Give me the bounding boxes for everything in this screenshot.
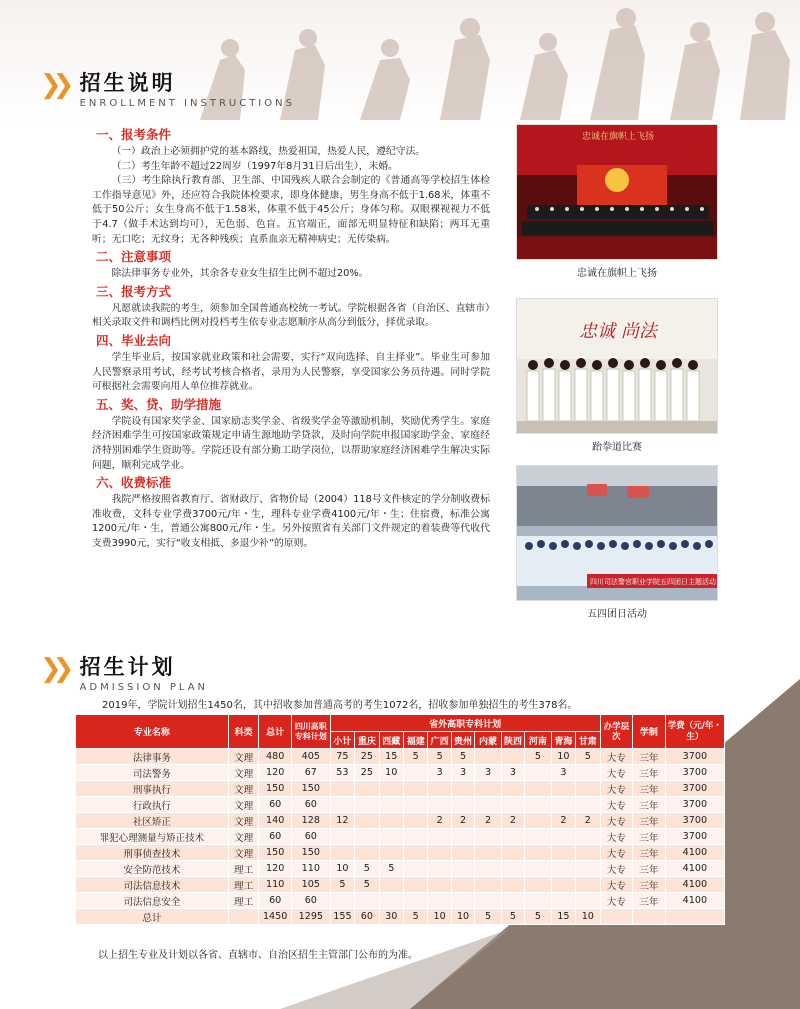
instruction-paragraph: 凡愿就读我院的考生，须参加全国普通高校统一考试。学院根据各省（自治区、直辖市）相关录取文件和调档比例对投档考生依专业志愿顺序从高分到低分，择优录取。: [92, 302, 490, 329]
cell-province: [551, 877, 575, 893]
cell-province: [501, 861, 524, 877]
cell-major: 司法信息技术: [76, 877, 229, 893]
cell-province: [475, 861, 501, 877]
cell-years: 三年: [633, 813, 666, 829]
table-row: [76, 829, 725, 845]
cell-level: 大专: [600, 749, 633, 765]
cell-province: 10: [576, 909, 600, 925]
cell-province: 15: [379, 749, 403, 765]
photo-caption: 忠诚在旗帜上飞扬: [577, 268, 657, 279]
cell-subject: 理工: [228, 877, 259, 893]
cell-level: 大专: [600, 781, 633, 797]
plan-footnote: 以上招生专业及计划以各省、直辖市、自治区招生主管部门公布的为准。: [98, 950, 418, 961]
cell-province: 10: [330, 861, 354, 877]
cell-province: 2: [475, 813, 501, 829]
cell-fee: 4100: [665, 861, 724, 877]
header-level: 办学层次: [600, 715, 633, 749]
cell-province: [525, 861, 551, 877]
cell-province: [355, 781, 379, 797]
instruction-paragraph: （二）考生年龄不超过22周岁（1997年8月31日后出生），未婚。: [111, 160, 398, 172]
table-row: [76, 797, 725, 813]
cell-years: 三年: [633, 845, 666, 861]
cell-province: [501, 781, 524, 797]
photo-sign-text: 忠诚 尚法: [579, 321, 657, 342]
header-major: 专业名称: [76, 715, 229, 749]
cell-years: 三年: [633, 749, 666, 765]
cell-subject: 文理: [228, 781, 259, 797]
cell-major: 法律事务: [76, 749, 229, 765]
section-title: 招生说明: [79, 71, 176, 95]
cell-province: [576, 893, 600, 909]
cell-province: [551, 893, 575, 909]
header-province: 广西: [428, 732, 451, 749]
cell-province: 3: [428, 765, 451, 781]
cell-province: [501, 749, 524, 765]
header-province: 重庆: [355, 732, 379, 749]
cell-province: [451, 845, 474, 861]
instruction-heading: 二、注意事项: [96, 249, 172, 265]
cell-total: 60: [259, 797, 292, 813]
cell-major: 行政执行: [76, 797, 229, 813]
cell-province: [330, 893, 354, 909]
cell-province: 60: [355, 909, 379, 925]
cell-province: [451, 829, 474, 845]
cell-province: [576, 765, 600, 781]
cell-subject: 文理: [228, 797, 259, 813]
cell-province: [525, 797, 551, 813]
table-total-row: [76, 909, 725, 925]
cell-province: 3: [501, 765, 524, 781]
cell-total: 60: [259, 893, 292, 909]
header-province: 河南: [525, 732, 551, 749]
cell-province: 5: [428, 749, 451, 765]
cell-province: 10: [379, 765, 403, 781]
cell-province: [475, 781, 501, 797]
cell-years: 三年: [633, 861, 666, 877]
cell-subject: 文理: [228, 829, 259, 845]
cell-province: [576, 877, 600, 893]
cell-fee: 3700: [665, 797, 724, 813]
cell-province: 5: [576, 749, 600, 765]
cell-province: 30: [379, 909, 403, 925]
cell-province: [403, 813, 427, 829]
cell-sichuan: 60: [291, 797, 330, 813]
cell-province: [501, 797, 524, 813]
cell-province: 2: [451, 813, 474, 829]
cell-major: 司法信息安全: [76, 893, 229, 909]
cell-level: 大专: [600, 765, 633, 781]
cell-province: [576, 797, 600, 813]
cell-province: [428, 829, 451, 845]
cell-province: 2: [428, 813, 451, 829]
cell-province: [576, 781, 600, 797]
cell-major: 刑事执行: [76, 781, 229, 797]
cell-province: 53: [330, 765, 354, 781]
cell-province: 3: [551, 765, 575, 781]
cell-province: 5: [403, 749, 427, 765]
cell-province: [451, 781, 474, 797]
cell-fee: 3700: [665, 749, 724, 765]
cell-province: 25: [355, 765, 379, 781]
cell-province: [525, 781, 551, 797]
cell-province: 15: [551, 909, 575, 925]
section-subtitle: ADMISSION PLAN: [79, 682, 209, 693]
cell-total: 150: [259, 781, 292, 797]
cell-years: 三年: [633, 877, 666, 893]
cell-province: 3: [451, 765, 474, 781]
cell-fee: [665, 909, 724, 925]
cell-province: [403, 861, 427, 877]
cell-province: [525, 829, 551, 845]
instruction-heading: 三、报考方式: [96, 283, 172, 299]
photo-sign-text: 忠诚在旗帜上飞扬: [581, 132, 655, 142]
cell-province: [501, 877, 524, 893]
cell-province: 2: [501, 813, 524, 829]
cell-province: [475, 797, 501, 813]
cell-fee: 3700: [665, 829, 724, 845]
cell-sichuan: 405: [291, 749, 330, 765]
cell-province: 2: [576, 813, 600, 829]
cell-years: 三年: [633, 893, 666, 909]
cell-major: 罪犯心理测量与矫正技术: [76, 829, 229, 845]
cell-province: [330, 829, 354, 845]
cell-province: 5: [525, 749, 551, 765]
cell-total: 60: [259, 829, 292, 845]
photo-taekwondo: [516, 298, 718, 434]
cell-province: 5: [379, 861, 403, 877]
cell-sichuan: 60: [291, 893, 330, 909]
cell-province: [403, 845, 427, 861]
photo-caption: 五四团日活动: [587, 609, 647, 620]
cell-level: 大专: [600, 877, 633, 893]
cell-province: 5: [475, 909, 501, 925]
header-years: 学制: [633, 715, 666, 749]
cell-province: [475, 829, 501, 845]
header-outer-plan: 省外高职专科计划: [330, 715, 600, 732]
table-row: [76, 765, 725, 781]
cell-province: [403, 765, 427, 781]
cell-fee: 4100: [665, 877, 724, 893]
admission-plan-table: [75, 714, 725, 925]
header-province: 内蒙: [475, 732, 501, 749]
cell-sichuan: 110: [291, 861, 330, 877]
cell-province: [403, 877, 427, 893]
header-province: 甘肃: [576, 732, 600, 749]
photo-flag-ceremony: [516, 124, 718, 260]
instruction-paragraph: 除法律事务专业外，其余各专业女生招生比例不超过20%。: [111, 268, 369, 280]
cell-level: 大专: [600, 893, 633, 909]
cell-total: 480: [259, 749, 292, 765]
table-row: [76, 877, 725, 893]
cell-years: 三年: [633, 829, 666, 845]
cell-province: [451, 877, 474, 893]
cell-province: 10: [451, 909, 474, 925]
cell-province: [330, 797, 354, 813]
cell-province: [330, 781, 354, 797]
cell-years: 三年: [633, 781, 666, 797]
cell-province: [525, 813, 551, 829]
cell-province: [403, 797, 427, 813]
cell-major: 总计: [76, 909, 229, 925]
cell-province: [475, 845, 501, 861]
double-chevron-icon: ❯❯: [40, 70, 66, 100]
cell-province: [428, 877, 451, 893]
cell-province: [379, 893, 403, 909]
instruction-heading: 六、收费标准: [96, 475, 172, 491]
cell-level: 大专: [600, 797, 633, 813]
section-title: 招生计划: [79, 655, 176, 679]
cell-province: [379, 877, 403, 893]
cell-fee: 3700: [665, 765, 724, 781]
cell-province: [475, 877, 501, 893]
cell-province: [355, 829, 379, 845]
instruction-paragraph: 学院设有国家奖学金、国家励志奖学金、省级奖学金等激励机制，奖励优秀学生。家庭经济困难学生可按国家政策规定申请生源地助学贷款，及时向学院申报国家助学金、家庭经济特别困难学生资助等。学院还设有部分勤工助学岗位，以帮助家庭经济困难学生解决实际问题，顺利完成学业。: [92, 415, 490, 471]
cell-sichuan: 128: [291, 813, 330, 829]
table-row: [76, 845, 725, 861]
cell-province: 10: [551, 749, 575, 765]
cell-province: [451, 797, 474, 813]
table-row: [76, 813, 725, 829]
cell-level: 大专: [600, 829, 633, 845]
cell-province: [403, 829, 427, 845]
cell-province: [576, 829, 600, 845]
cell-province: 5: [355, 877, 379, 893]
cell-province: [501, 829, 524, 845]
cell-sichuan: 67: [291, 765, 330, 781]
cell-sichuan: 105: [291, 877, 330, 893]
cell-province: [379, 829, 403, 845]
cell-province: [355, 813, 379, 829]
cell-province: [551, 861, 575, 877]
instruction-paragraph: （三）考生除执行教育部、卫生部、中国残疾人联合会制定的《普通高等学校招生体检工作指导意见》外，还应符合我院体检要求，即身体健康，男生身高不低于1.68米，体重不低于50公斤；女生身高不低于1.58米，体重不低于45公斤；身体匀称。双眼裸视视力不低于4.7（做手术达到均可），无色弱、色盲。五官端正，面部无明显特征和缺陷；两耳无重听；无口吃；无纹身；无各种残疾；直系血亲无精神病史；无传染病。: [92, 175, 490, 245]
cell-province: [428, 797, 451, 813]
cell-total: 120: [259, 861, 292, 877]
header-province: 贵州: [451, 732, 474, 749]
cell-province: [525, 877, 551, 893]
cell-province: [576, 845, 600, 861]
cell-fee: 3700: [665, 813, 724, 829]
instruction-paragraph: （一）政治上必须拥护党的基本路线，热爱祖国，热爱人民，遵纪守法。: [111, 146, 426, 157]
cell-province: [475, 749, 501, 765]
cell-province: [379, 781, 403, 797]
cell-province: [551, 797, 575, 813]
instruction-paragraph: 我院严格按照省教育厅、省财政厅、省物价局（2004）118号文件核定的学分制收费标准收费，文科专业学费3700元/年・生，理科专业学费4100元/年・生；住宿费，标准公寓1200元/年・生，普通公寓800元/年・生。另外按照省有关部门文件规定的着装费等代收代支费3990元，实行“收支相抵、多退少补”的原则。: [92, 494, 490, 549]
cell-level: 大专: [600, 845, 633, 861]
cell-province: 5: [501, 909, 524, 925]
cell-province: [501, 845, 524, 861]
instruction-heading: 五、奖、贷、助学措施: [96, 396, 222, 412]
cell-province: 5: [451, 749, 474, 765]
cell-province: [379, 845, 403, 861]
cell-total: 110: [259, 877, 292, 893]
cell-province: [475, 893, 501, 909]
section-header-admission: [40, 654, 208, 693]
cell-province: [355, 797, 379, 813]
cell-fee: 4100: [665, 845, 724, 861]
cell-sichuan: 150: [291, 845, 330, 861]
cell-subject: 文理: [228, 765, 259, 781]
cell-province: 5: [403, 909, 427, 925]
cell-total: 150: [259, 845, 292, 861]
cell-subject: 理工: [228, 893, 259, 909]
table-row: [76, 893, 725, 909]
header-province: 小计: [330, 732, 354, 749]
header-sichuan-plan: 四川高职专科计划: [291, 715, 330, 749]
cell-province: [428, 893, 451, 909]
cell-province: 25: [355, 749, 379, 765]
cell-major: 司法警务: [76, 765, 229, 781]
instruction-heading: 一、报考条件: [96, 127, 172, 142]
cell-years: 三年: [633, 765, 666, 781]
enrollment-instructions: [92, 125, 490, 551]
plan-intro: 2019年，学院计划招生1450名，其中招收参加普通高考的考生1072名，招收参加单独招生的考生378名。: [102, 700, 578, 711]
cell-province: [451, 861, 474, 877]
header-province: 西藏: [379, 732, 403, 749]
cell-major: 社区矫正: [76, 813, 229, 829]
cell-subject: [228, 909, 259, 925]
cell-province: [551, 781, 575, 797]
cell-province: [451, 893, 474, 909]
cell-sichuan: 150: [291, 781, 330, 797]
cell-province: [551, 845, 575, 861]
header-subject: 科类: [228, 715, 259, 749]
table-row: [76, 781, 725, 797]
header-province: 陕西: [501, 732, 524, 749]
cell-province: [355, 845, 379, 861]
cell-years: [633, 909, 666, 925]
cell-province: 3: [475, 765, 501, 781]
cell-province: [330, 845, 354, 861]
section-header-enrollment: [40, 70, 295, 109]
instruction-heading: 四、毕业去向: [96, 332, 172, 348]
cell-province: 75: [330, 749, 354, 765]
cell-province: 2: [551, 813, 575, 829]
cell-level: 大专: [600, 861, 633, 877]
cell-province: 5: [525, 909, 551, 925]
cell-province: [379, 797, 403, 813]
header-total: 总计: [259, 715, 292, 749]
cell-fee: 4100: [665, 893, 724, 909]
cell-province: [403, 893, 427, 909]
cell-province: [525, 765, 551, 781]
photo-may-fourth: [516, 465, 718, 601]
cell-total: 140: [259, 813, 292, 829]
cell-province: [501, 893, 524, 909]
section-subtitle: ENROLLMENT INSTRUCTIONS: [79, 98, 295, 109]
cell-province: 10: [428, 909, 451, 925]
cell-province: [355, 893, 379, 909]
cell-level: [600, 909, 633, 925]
table-row: [76, 749, 725, 765]
double-chevron-icon: ❯❯: [40, 654, 66, 684]
cell-province: 12: [330, 813, 354, 829]
cell-subject: 文理: [228, 813, 259, 829]
cell-total: 120: [259, 765, 292, 781]
cell-province: 5: [355, 861, 379, 877]
header-province: 福建: [403, 732, 427, 749]
photo-caption: 跆拳道比赛: [592, 442, 642, 453]
cell-province: [428, 861, 451, 877]
cell-province: [525, 893, 551, 909]
header-fee: 学费（元/年・生）: [665, 715, 724, 749]
cell-subject: 文理: [228, 749, 259, 765]
cell-sichuan: 60: [291, 829, 330, 845]
cell-province: [403, 781, 427, 797]
cell-major: 安全防范技术: [76, 861, 229, 877]
cell-province: [428, 781, 451, 797]
cell-subject: 文理: [228, 845, 259, 861]
cell-province: [379, 813, 403, 829]
cell-level: 大专: [600, 813, 633, 829]
table-row: [76, 861, 725, 877]
cell-province: [428, 845, 451, 861]
cell-years: 三年: [633, 797, 666, 813]
cell-total: 1450: [259, 909, 292, 925]
instruction-paragraph: 学生毕业后，按国家就业政策和社会需要，实行“双向选择、自主择业”。毕业生可参加人民警察录用考试，经考试考核合格者，录用为人民警察，享受国家公务员待遇。同时学院可根据社会需要向用人单位推荐就业。: [92, 351, 490, 393]
cell-province: [525, 845, 551, 861]
cell-province: [576, 861, 600, 877]
photo-banner-text: 四川司法警官职业学院五四团日主题活动: [590, 578, 716, 586]
cell-province: [551, 829, 575, 845]
cell-sichuan: 1295: [291, 909, 330, 925]
header-province: 青海: [551, 732, 575, 749]
cell-province: 5: [330, 877, 354, 893]
cell-fee: 3700: [665, 781, 724, 797]
cell-province: 155: [330, 909, 354, 925]
cell-major: 刑事侦查技术: [76, 845, 229, 861]
cell-subject: 理工: [228, 861, 259, 877]
